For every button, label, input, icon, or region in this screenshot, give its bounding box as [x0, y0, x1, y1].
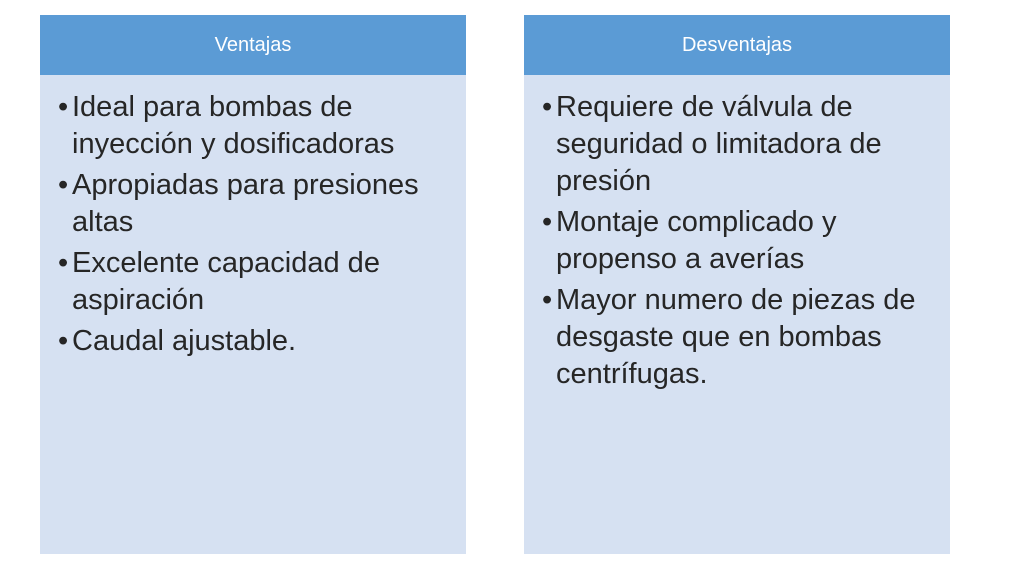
- bullet: •: [542, 91, 553, 123]
- list-item: [542, 282, 932, 393]
- disadvantages-card: [524, 15, 950, 554]
- disadvantages-list: [524, 75, 950, 393]
- bullet: •: [542, 284, 553, 316]
- list-item: [58, 245, 448, 319]
- bullet: •: [542, 206, 553, 238]
- list-item-text: Excelente capacidad de aspiración: [72, 247, 380, 316]
- list-item-text: Apropiadas para presiones altas: [72, 169, 419, 238]
- list-item: [58, 167, 448, 241]
- bullet: •: [58, 91, 69, 123]
- disadvantages-header: Desventajas: [524, 15, 950, 75]
- advantages-list: [40, 75, 466, 360]
- advantages-header: Ventajas: [40, 15, 466, 75]
- bullet: •: [58, 325, 69, 357]
- list-item: [58, 323, 448, 360]
- advantages-card: [40, 15, 466, 554]
- list-item: [58, 89, 448, 163]
- bullet: •: [58, 247, 69, 279]
- list-item-text: Requiere de válvula de seguridad o limitadora de presión: [556, 91, 882, 197]
- list-item-text: Ideal para bombas de inyección y dosificadoras: [72, 91, 395, 160]
- list-item: [542, 89, 932, 200]
- bullet: •: [58, 169, 69, 201]
- list-item-text: Montaje complicado y propenso a averías: [556, 206, 837, 275]
- list-item-text: Mayor numero de piezas de desgaste que en bombas centrífugas.: [556, 284, 916, 390]
- list-item-text: Caudal ajustable.: [72, 325, 297, 357]
- list-item: [542, 204, 932, 278]
